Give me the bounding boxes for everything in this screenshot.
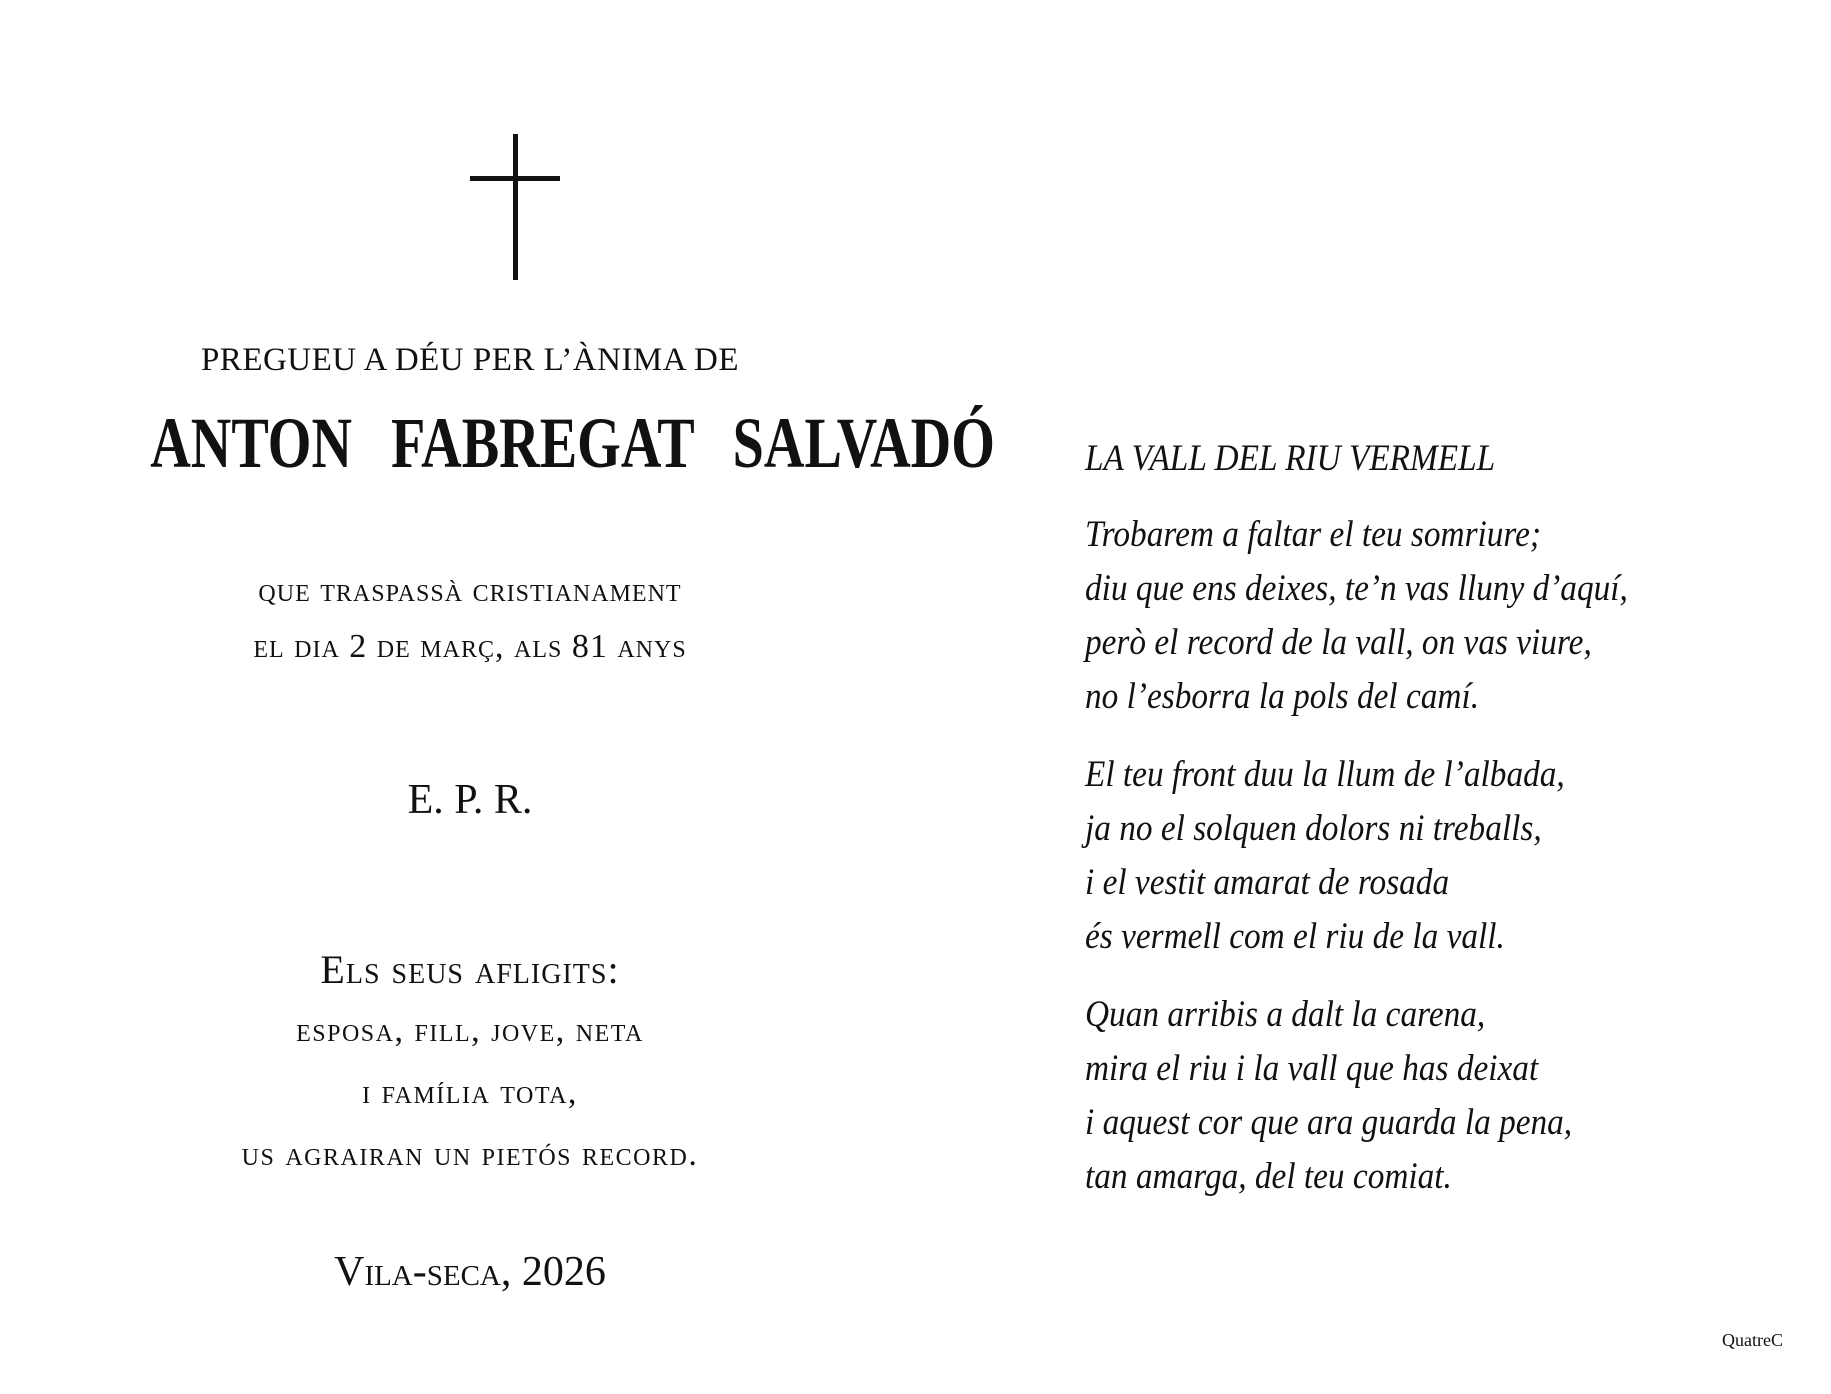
poem-title: LA VALL DEL RIU VERMELL <box>1085 438 1496 479</box>
poem-line: ja no el solquen dolors ni treballs, <box>1085 808 1542 849</box>
memorial-card-left <box>60 0 995 1394</box>
poem-line: Quan arribis a dalt la carena, <box>1085 994 1486 1035</box>
poem-stanza <box>1085 508 1733 724</box>
poem-line: no l’esborra la pols del camí. <box>1085 676 1480 717</box>
poem-line: i aquest cor que ara guarda la pena, <box>1085 1102 1573 1143</box>
mourners-line-3: us agrairan un pietós record. <box>241 1136 699 1173</box>
poem <box>1085 432 1733 1228</box>
poem-line: diu que ens deixes, te’n vas lluny d’aquí, <box>1085 568 1628 609</box>
epr-text: E. P. R. <box>407 777 533 823</box>
poem-line: El teu front duu la llum de l’albada, <box>1085 754 1565 795</box>
mourners-line-2: i família tota, <box>362 1074 578 1111</box>
prayer-line: PREGUEU A DÉU PER L’ÀNIMA DE <box>200 342 740 378</box>
poem-line: Trobarem a faltar el teu somriure; <box>1085 514 1542 555</box>
poem-line: mira el riu i la vall que has deixat <box>1085 1048 1539 1089</box>
poem-line: però el record de la vall, on vas viure, <box>1085 622 1592 663</box>
poem-stanza <box>1085 988 1733 1204</box>
poem-line: i el vestit amarat de rosada <box>1085 862 1450 903</box>
death-line-2: el dia 2 de març, als 81 anys <box>253 628 687 665</box>
poem-line: tan amarga, del teu comiat. <box>1085 1156 1452 1197</box>
poem-line: és vermell com el riu de la vall. <box>1085 916 1505 957</box>
mourners-line-1: esposa, fill, jove, neta <box>296 1012 644 1049</box>
deceased-name: ANTON FABREGAT SALVADÓ <box>150 403 995 483</box>
latin-cross-icon <box>470 134 560 280</box>
death-line-1: que traspassà cristianament <box>258 572 682 609</box>
place-year: Vila-seca, 2026 <box>334 1249 606 1295</box>
mourners-heading: Els seus afligits: <box>320 947 620 992</box>
poem-stanza <box>1085 748 1733 964</box>
printer-imprint: QuatreC <box>1722 1330 1783 1350</box>
